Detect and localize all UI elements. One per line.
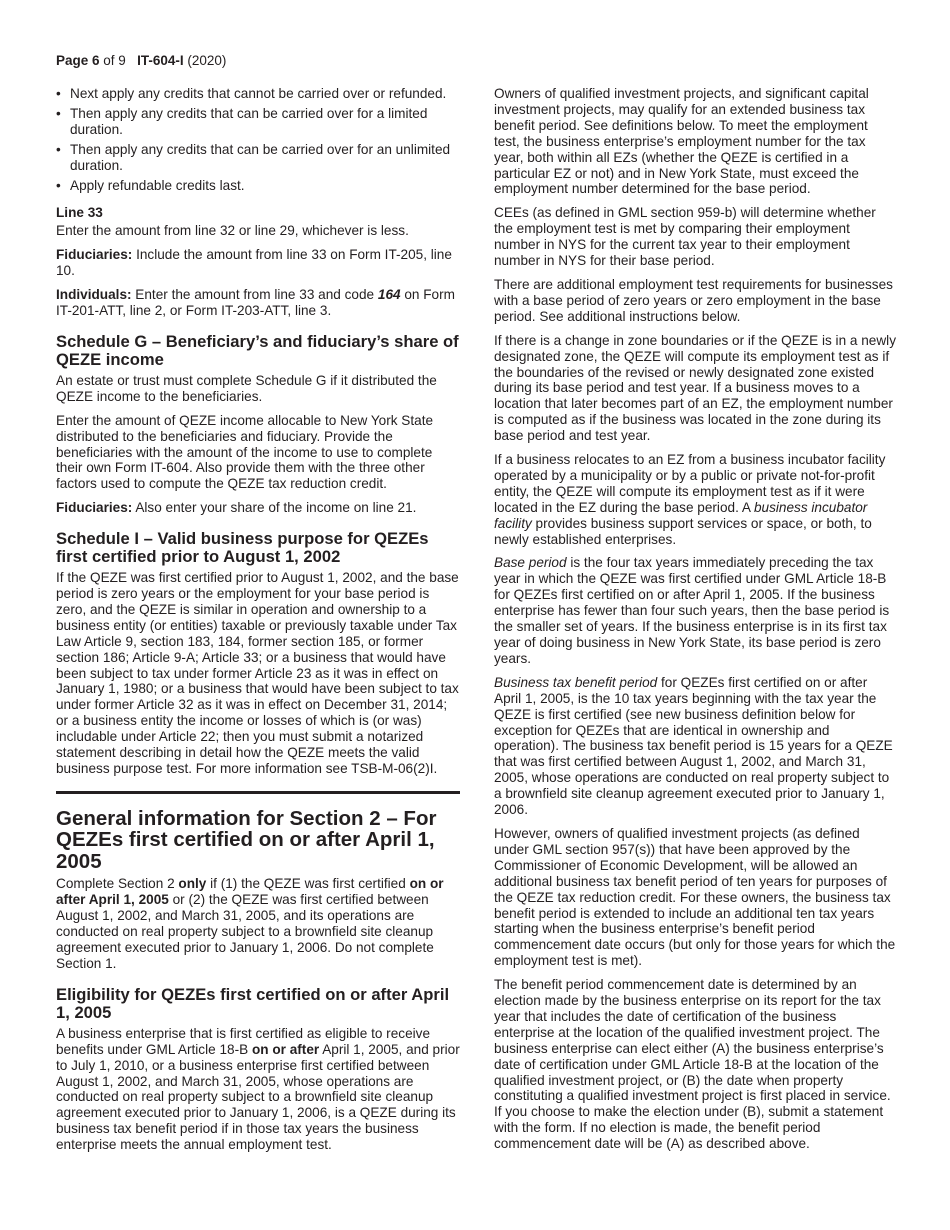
schedule-g-paragraph: An estate or trust must complete Schedule G if it distributed the QEZE income to the beneficiaries.: [56, 372, 437, 404]
page-number: Page 6: [56, 53, 100, 68]
text-run: if (1) the QEZE was first certified: [206, 876, 410, 892]
text-run: April 1, 2005, and prior to July 1, 2010, or a business enterprise first certified between August 1, 2002, and March 31, 2005, whose operations are conducted on real property subject to a brownfield site cleanup agreement executed prior to January 1, 2006, is a QEZE during its business tax benefit period if in those tax years the business enterprise meets the annual employment test.: [56, 1041, 460, 1153]
list-item: • Then apply any credits that can be carried over for a limited duration.: [56, 106, 460, 138]
benefit-period-paragraph: [494, 675, 896, 818]
additional-requirements-paragraph: There are additional employment test requirements for businesses with a base period of zero years or zero employment in the base period. See additional instructions below.: [494, 276, 893, 324]
page-header: [56, 53, 226, 68]
credit-code: 164: [377, 287, 401, 303]
eligibility-heading: Eligibility for QEZEs first certified on or after April 1, 2005: [56, 984, 450, 1022]
schedule-i-heading: Schedule I – Valid business purpose for QEZEs first certified prior to August 1, 2002: [56, 529, 429, 567]
list-item: • Next apply any credits that cannot be carried over or refunded.: [56, 86, 460, 102]
page-total: of 9: [103, 53, 126, 68]
individuals-text-cont: on Form IT-201-ATT, line 2, or Form IT-203-ATT, line 3.: [56, 287, 455, 318]
text-run: or (2) the QEZE was first certified between August 1, 2002, and March 31, 2005, and its operations are conducted on real property subject to a brownfield site cleanup agreement executed prior to January 1, 2006. Do not complete Section 1.: [56, 892, 434, 971]
text-run: is the four tax years immediately preceding the tax year in which the QEZE was first certified under GML Article 18-B for QEZEs first certified on or after April 1, 2005. If the business enterprise has fewer than four such years, then the base period is the smaller set of years. If the business enterprise is in its first tax year of doing business in New York State, its base period is zero years.: [494, 555, 890, 666]
text-run: provides business support services or space, or both, to newly established enterprises.: [494, 515, 872, 547]
cee-paragraph: CEEs (as defined in GML section 959-b) will determine whether the employment test is met by comparing their employment number in NYS for the current tax year to their employment number in NYS for their base period.: [494, 205, 876, 269]
emphasis-date: on or after April 1, 2005: [56, 876, 444, 908]
form-id: IT-604-I: [137, 53, 184, 68]
term-incubator: business incubator facility: [494, 499, 868, 531]
text-run: Complete Section 2: [56, 876, 179, 892]
qualified-investment-paragraph: However, owners of qualified investment projects (as defined under GML section 957(s)) that have been approved by the Commissioner of Economic Development, will be allowed an additional business tax benefit period of ten years for purposes of the QEZE tax reduction credit. For these owners, the business tax benefit period is extended to include an additional ten tax years starting when the business enterprise’s benefit period commencement date occurs (but only for those years for which the employment test is met).: [494, 825, 896, 969]
form-year: (2020): [187, 53, 227, 68]
line33-heading: Line 33: [56, 205, 103, 221]
left-column: [56, 86, 460, 1161]
individuals-label: Individuals:: [56, 287, 132, 303]
general-info-heading: General information for Section 2 – For QEZEs first certified on or after April 1, 2005: [56, 806, 437, 873]
individuals-text: Enter the amount from line 33 and code: [131, 287, 378, 303]
fiduciaries-label: Fiduciaries:: [56, 247, 133, 263]
text-run: A business enterprise that is first certified as eligible to receive benefits under GML Article 18-B: [56, 1025, 431, 1057]
schedule-g-paragraph: Enter the amount of QEZE income allocable to New York State distributed to the beneficiaries and fiduciary. Provide the beneficiaries with the amount of the income to use to complete their own Form IT-604. Also provide them with the three other factors used to compute the QEZE tax reduction credit.: [56, 412, 434, 492]
schedule-g-heading: Schedule G – Beneficiary’s and fiduciary’s share of QEZE income: [56, 331, 459, 369]
emphasis-only: only: [178, 876, 207, 892]
list-item: • Apply refundable credits last.: [56, 178, 460, 194]
line33-text: Enter the amount from line 32 or line 29, whichever is less.: [56, 223, 409, 239]
list-item: • Then apply any credits that can be carried over for an unlimited duration.: [56, 142, 460, 174]
individuals-paragraph: [56, 287, 460, 319]
commencement-date-paragraph: The benefit period commencement date is determined by an election made by the business enterprise on its report for the tax year that includes the date of certification of the business enterprise at the location of the qualified investment project. The business enterprise can elect either (A) the business enterprise’s date of certification under GML Article 18-B at the location of the qualified investment project, or (B) the date when property constituting a qualified investment project is first placed in service. If you choose to make the election under (B), submit a statement with the form. If no election is made, the benefit period commencement date will be (A) as described above.: [494, 977, 891, 1152]
right-column: [494, 86, 896, 1160]
fiduciaries-paragraph: [56, 247, 460, 279]
zone-boundary-paragraph: If there is a change in zone boundaries or if the QEZE is in a newly designated zone, the QEZE will compute its employment test as if the boundaries of the revised or newly designated zone existed during its base period and test year. If a business moves to a location that later becomes part of an EZ, the employment number is computed as if the business was located in the zone during its base period and test year.: [494, 332, 896, 444]
section-divider: [56, 791, 460, 794]
eligibility-paragraph: [56, 1026, 460, 1153]
schedule-i-paragraph: If the QEZE was first certified prior to August 1, 2002, and the base period is zero years or the employment for your base period is zero, and the QEZE is similar in operation and ownership to a business entity (or entities) taxable or previously taxable under Tax Law Article 9, section 183, 184, former section 185, or former section 186; Article 9-A; Article 33; or a business that would have been subject to tax under former Article 23 as it was in effect on January 1, 1980; or a business that would have been subject to tax under former Article 32 as it was in effect on December 31, 2014; or a business entity the income or losses of which is (or was) includable under Article 22; then you must submit a notarized statement describing in detail how the QEZE meets the valid business purpose test. For more information see TSB-M-06(2)I.: [56, 570, 459, 776]
general-info-paragraph: [56, 876, 460, 971]
incubator-paragraph: [494, 452, 896, 547]
term-benefit-period: Business tax benefit period: [494, 674, 658, 690]
credit-order-list: [56, 86, 460, 193]
fiduciaries-label: Fiduciaries:: [56, 500, 133, 516]
text-run: If a business relocates to an EZ from a business incubator facility operated by a municipality or by a public or private not-for-profit entity, the QEZE will compute its employment test as if it were located in the EZ during the base period. A: [494, 452, 886, 515]
term-base-period: Base period: [494, 555, 567, 571]
fiduciaries-text: Also enter your share of the income on line 21.: [132, 500, 417, 516]
text-run: for QEZEs first certified on or after April 1, 2005, is the 10 tax years beginning with the tax year the QEZE is first certified (see new business definition below for exception for QEZEs that are identical in ownership and operation). The business tax benefit period is 15 years for a QEZE that was first certified between August 1, 2002, and March 31, 2005, whose operations are conducted on real property subject to a brownfield site cleanup agreement executed prior to January 1, 2006.: [494, 674, 893, 818]
fiduciaries-text: Include the amount from line 33 on Form IT-205, line 10.: [56, 247, 452, 279]
base-period-paragraph: [494, 555, 896, 666]
emphasis-on-or-after: on or after: [251, 1041, 320, 1057]
employment-test-paragraph: Owners of qualified investment projects, and significant capital investment projects, may qualify for an extended business tax benefit period. See definitions below. To meet the employment test, the business enterprise’s employment number for the tax year, both within all EZs (whether the QEZE is certified in a particular EZ or not) and in New York State, must exceed the employment number determined for the base period.: [494, 86, 869, 197]
schedule-g-fiduciaries: [56, 500, 460, 516]
